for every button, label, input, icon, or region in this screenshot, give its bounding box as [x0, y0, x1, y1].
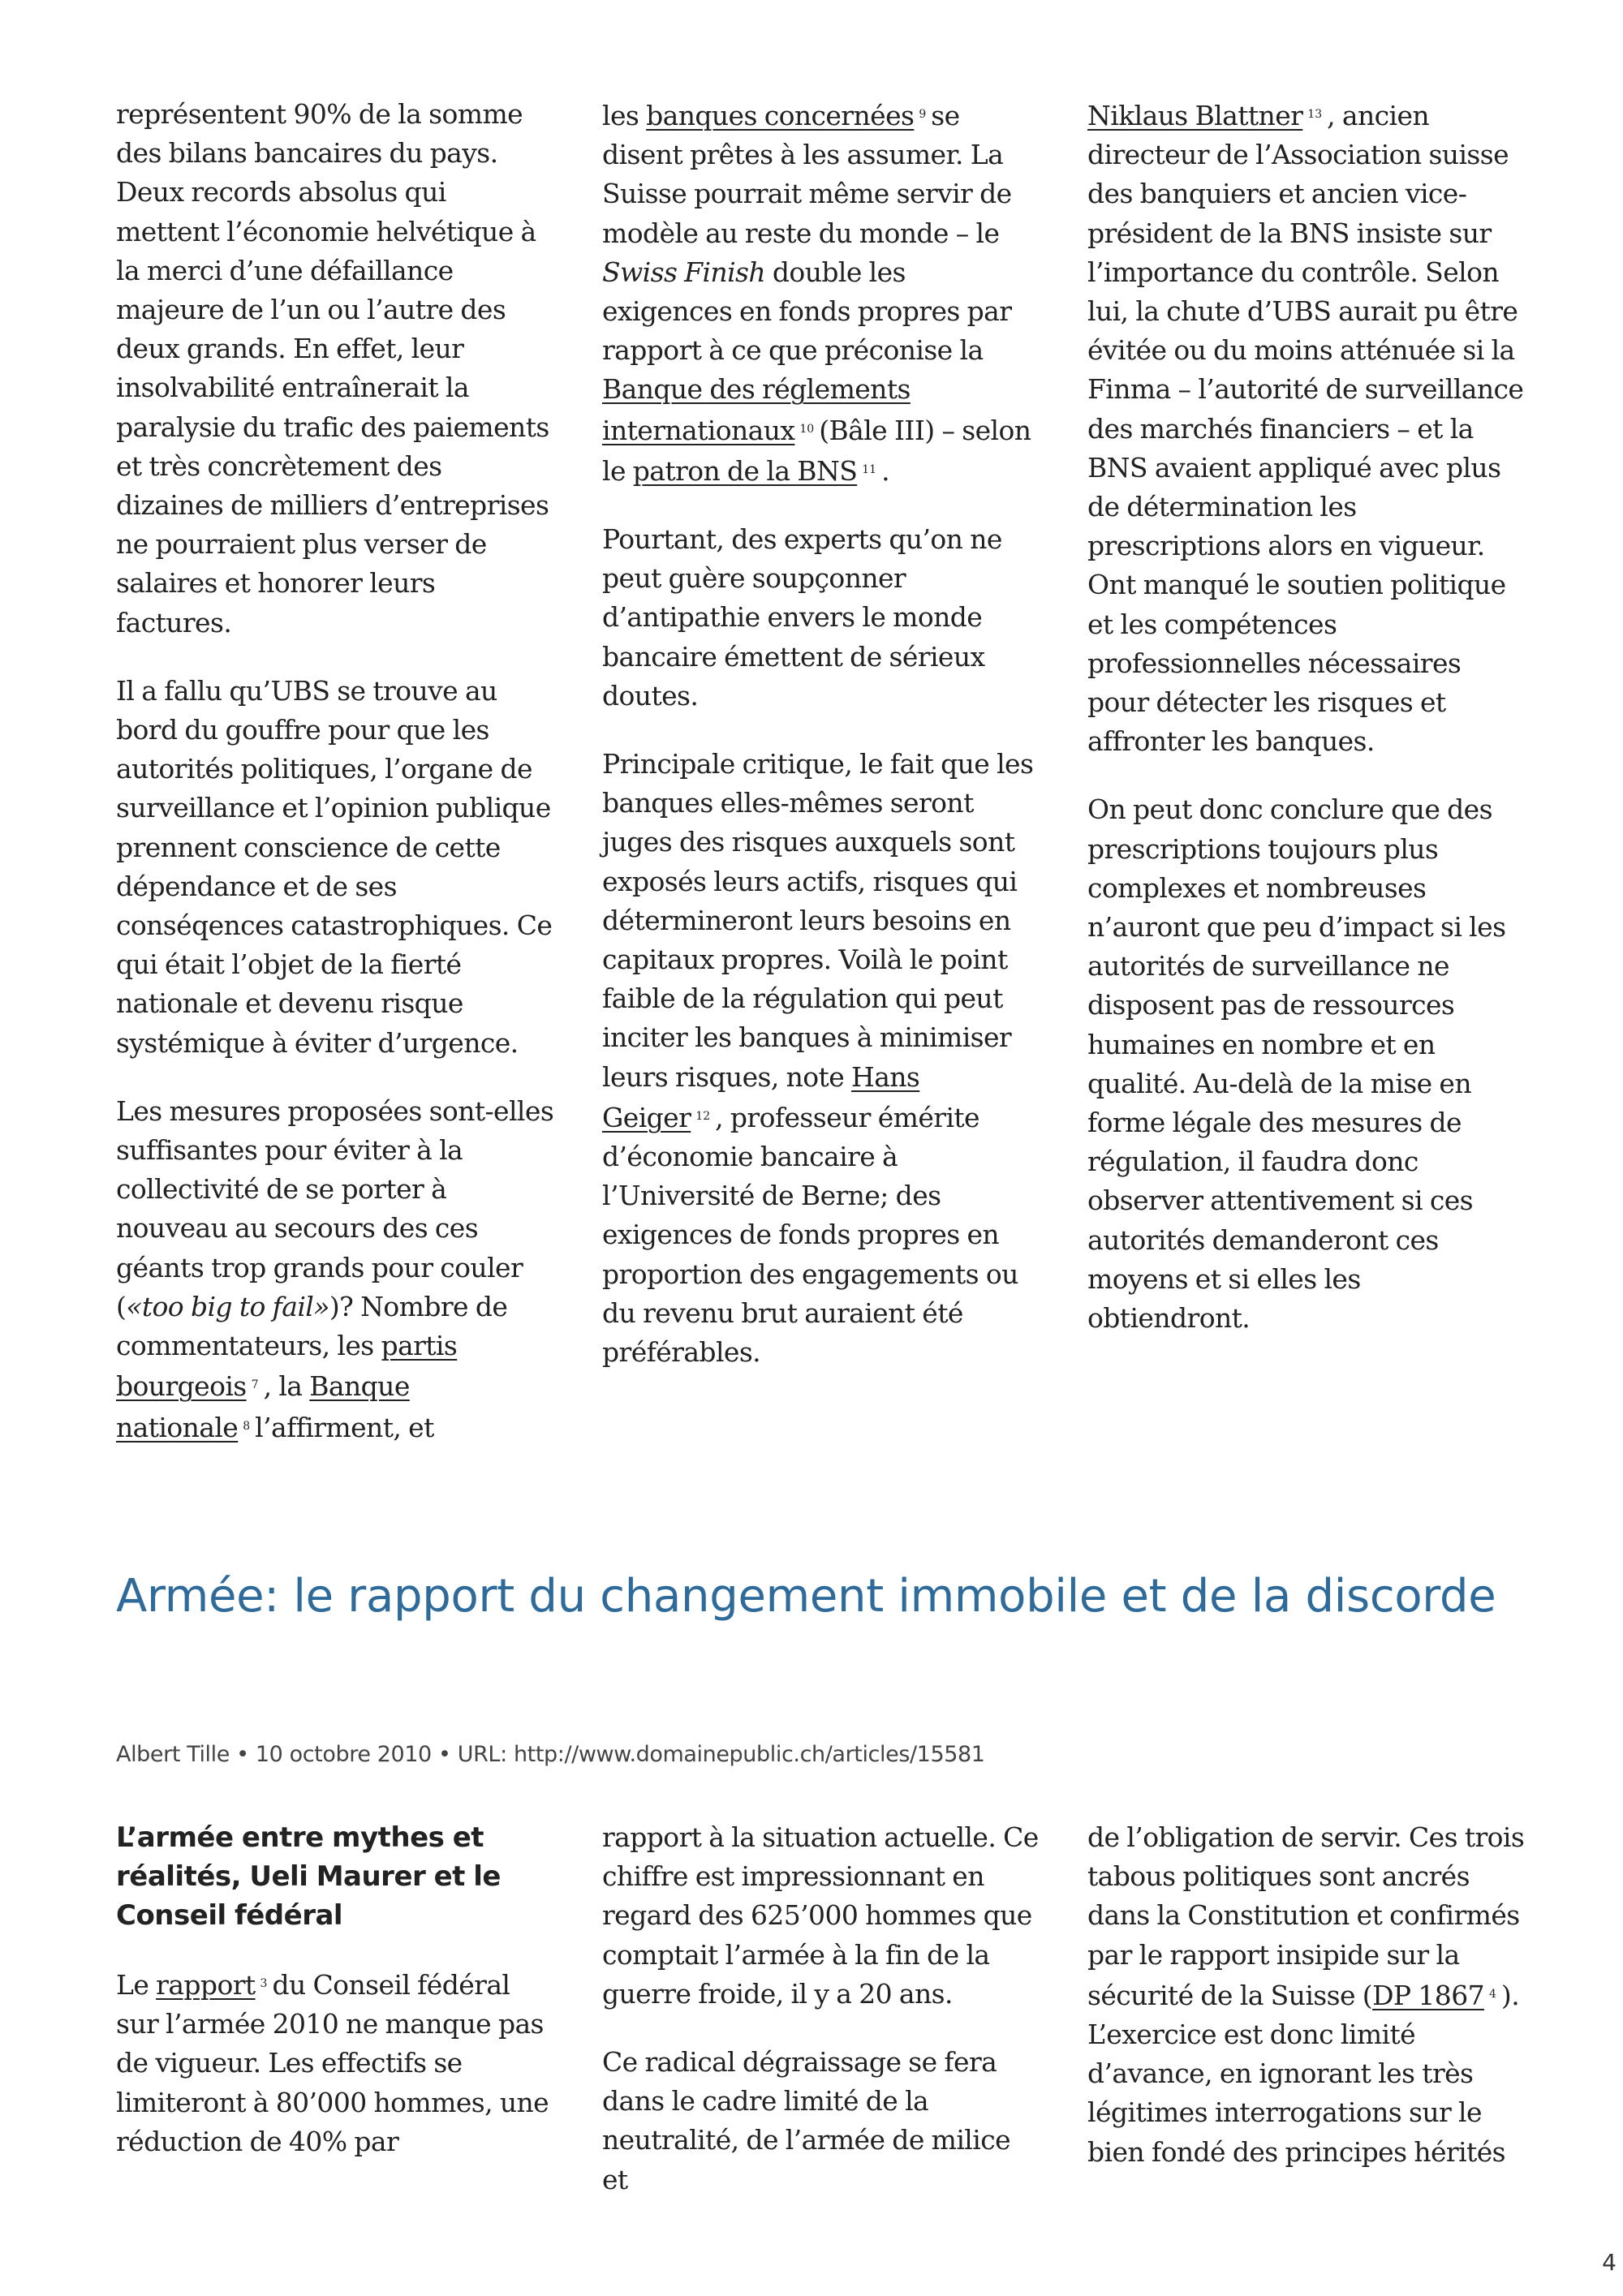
link-partis-bourgeois[interactable]: partis bourgeois — [116, 1330, 458, 1403]
article1-column-1 — [116, 95, 554, 1447]
link-niklaus-blattner[interactable]: Niklaus Blattner — [1087, 100, 1303, 131]
article-subheading: L’armée entre mythes et réalités, Ueli Maurer et le Conseil fédéral — [116, 1821, 501, 1932]
footnote-ref: 12 — [695, 1109, 711, 1123]
link-banque-reglements-internationaux[interactable]: Banque des réglements internationaux — [602, 373, 911, 446]
article1-column-2 — [602, 95, 1040, 1372]
article-title: Armée: le rapport du changement immobile et de la discorde — [116, 1570, 1496, 1623]
article-byline: Albert Tille • 10 octobre 2010 • URL: http://www.domainepublic.ch/articles/15581 — [116, 1742, 985, 1767]
article2-column-1 — [116, 1818, 554, 2161]
paragraph: Il a fallu qu’UBS se trouve au bord du gouffre pour que les autorités politiques, l’organe de surveillance et l’opinion publique prennent conscience de cette dépendance et de ses conséqences catastrophiques. Ce qui était l’objet de la fierté nationale et devenu risque systémique à éviter d’urgence. — [116, 674, 553, 1059]
link-banques-concernees[interactable]: banques concernées — [646, 100, 915, 131]
paragraph: Niklaus Blattner $^{13}$ , ancien directeur de l’Association suisse des banquiers et ancien vice-président de la BNS insiste sur l’importance du contrôle. Selon lui, la chute d’UBS aurait pu être évitée ou du moins atténuée si la Finma – l’autorité de surveillance des marchés financiers – et la BNS avaient appliqué avec plus de détermination les prescriptions alors en vigueur. Ont manqué le soutien politique et les compétences professionnelles nécessaires pour détecter les risques et affronter les banques. — [1087, 100, 1524, 758]
footnote-ref: 11 — [862, 462, 877, 476]
footnote-ref: 8 — [243, 1419, 251, 1433]
link-rapport[interactable]: rapport — [156, 1969, 256, 2001]
page-number: 4 — [1602, 2249, 1617, 2276]
paragraph: Principale critique, le fait que les banques elles-mêmes seront juges des risques auxquels sont exposés leurs actifs, risques qui détermineront leurs besoins en capitaux propres. Voilà le point faible de la régulation qui peut inciter les banques à minimiser leurs risques, note Hans Geiger $^{12}$ , professeur émérite d’économie bancaire à l’Université de Berne; des exigences de fonds propres en proportion des engagements ou du revenu brut auraient été préférables. — [602, 748, 1034, 1369]
link-patron-bns[interactable]: patron de la BNS — [632, 454, 858, 487]
link-hans-geiger[interactable]: Hans Geiger — [602, 1060, 920, 1133]
paragraph: rapport à la situation actuelle. Ce chiffre est impressionnant en regard des 625’000 hommes que comptait l’armée à la fin de la guerre froide, il y a 20 ans. — [602, 1821, 1039, 2010]
paragraph: représentent 90% de la somme des bilans bancaires du pays. Deux records absolus qui mettent l’économie helvétique à la merci d’une défaillance majeure de l’un ou l’autre des deux grands. En effet, leur insolvabilité entraînerait la paralysie du trafic des paiements et très concrètement des dizaines de milliers d’entreprises ne pourraient plus verser de salaires et honorer leurs factures. — [116, 98, 549, 638]
paragraph: Les mesures proposées sont-elles suffisantes pour éviter à la collectivité de se porter à nouveau au secours des ces géants trop grands pour couler («too big to fail»)? Nombre de commentateurs, les partis bourgeois $^7$ , la Banque nationale $^8$ l’affirment, et — [116, 1094, 554, 1443]
footnote-ref: 9 — [919, 108, 927, 121]
paragraph: Le rapport $^3$ du Conseil fédéral sur l’armée 2010 ne manque pas de vigueur. Les effectifs se limiteront à 80’000 hommes, une réduction de 40% par — [116, 1969, 549, 2157]
link-dp-1867[interactable]: DP 1867 — [1372, 1979, 1484, 2011]
article2-column-2 — [602, 1818, 1040, 2199]
footnote-ref: 10 — [799, 422, 815, 436]
paragraph: Ce radical dégraissage se fera dans le cadre limité de la neutralité, de l’armée de milice et — [602, 2046, 1011, 2195]
link-banque-nationale[interactable]: Banque nationale — [116, 1370, 410, 1443]
footnote-ref: 4 — [1489, 1987, 1496, 2001]
footnote-ref: 3 — [260, 1977, 268, 1990]
paragraph: les banques concernées $^9$ se disent prêtes à les assumer. La Suisse pourrait même servir de modèle au reste du monde – le Swiss Finish double les exigences en fonds propres par rapport à ce que préconise la Banque des réglements internationaux $^{10}$ (Bâle III) – selon le patron de la BNS $^{11}$ . — [602, 100, 1031, 487]
footnote-ref: 13 — [1307, 108, 1323, 121]
article2-column-3 — [1087, 1818, 1526, 2172]
footnote-ref: 7 — [251, 1378, 259, 1392]
paragraph: Pourtant, des experts qu’on ne peut guère soupçonner d’antipathie envers le monde bancaire émettent de sérieux doutes. — [602, 523, 1002, 712]
paragraph: de l’obligation de servir. Ces trois tabous politiques sont ancrés dans la Constitution et confirmés par le rapport insipide sur la sécurité de la Suisse (DP 1867 $^4$ ). L’exercice est donc limité d’avance, en ignorant les très légitimes interrogations sur le bien fondé des principes hérités — [1087, 1821, 1525, 2168]
article1-column-3 — [1087, 95, 1526, 1338]
paragraph: On peut donc conclure que des prescriptions toujours plus complexes et nombreuses n’auront que peu d’impact si les autorités de surveillance ne disposent pas de ressources humaines en nombre et en qualité. Au-delà de la mise en forme légale des mesures de régulation, il faudra donc observer attentivement si ces autorités demanderont ces moyens et si elles les obtiendront. — [1087, 793, 1506, 1335]
